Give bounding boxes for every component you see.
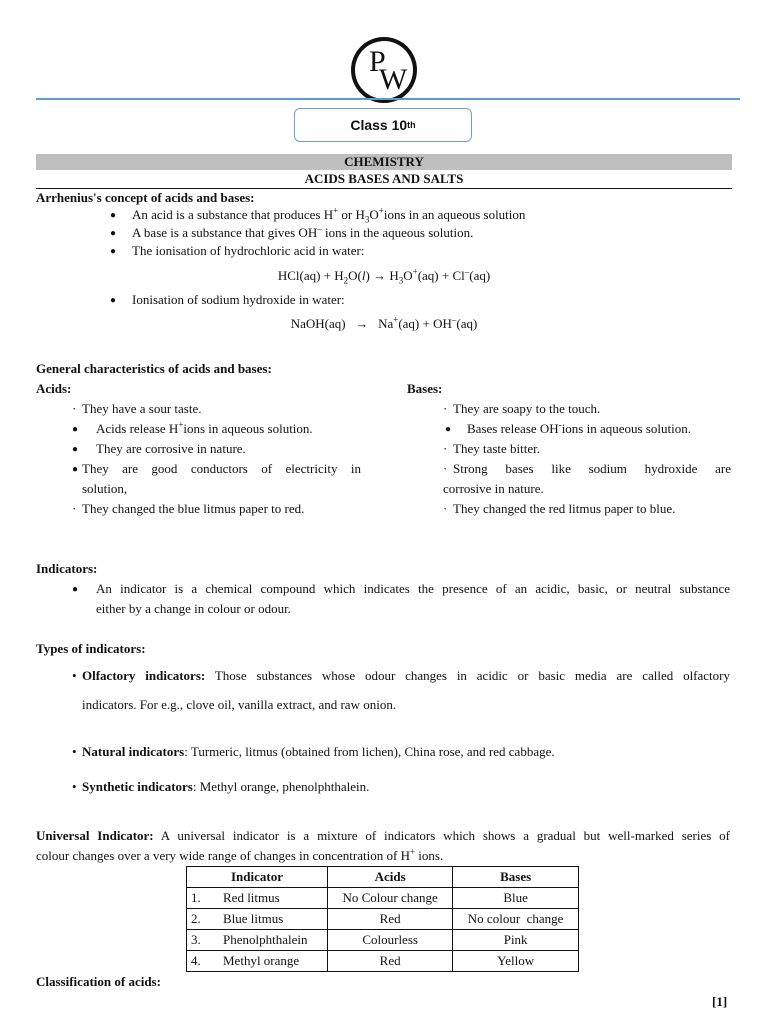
round-bullet-icon: ● (110, 210, 117, 221)
row-bases: No colour change (453, 909, 579, 930)
logo-letter-p: P (369, 45, 386, 78)
col-header-indicator: Indicator (187, 867, 328, 888)
class-badge: Class 10 th (294, 108, 472, 142)
table-row (187, 930, 579, 951)
acids-label: Acids: (36, 381, 72, 396)
base-strong-l1: Strong bases like sodium hydroxide are (453, 461, 731, 476)
class-label: Class 10 (350, 117, 408, 133)
table-row (187, 888, 579, 909)
row-number: 4. (187, 951, 220, 972)
dot-bullet-icon: · (72, 401, 77, 416)
row-acids: Red (328, 951, 453, 972)
header-divider (36, 98, 740, 100)
base-litmus: They changed the red litmus paper to blue. (453, 501, 676, 516)
row-acids: Colourless (328, 930, 453, 951)
round-bullet-icon: ● (110, 246, 117, 257)
acid-litmus: They changed the blue litmus paper to red. (82, 501, 305, 516)
small-bullet-icon: • (72, 779, 77, 794)
acid-corrosive: They are corrosive in nature. (96, 441, 246, 456)
arrhenius-hcl-intro: The ionisation of hydrochloric acid in water: (132, 243, 365, 258)
round-bullet-icon: ● (72, 424, 79, 435)
dot-bullet-icon: · (72, 501, 77, 516)
small-bullet-icon: • (72, 668, 77, 683)
round-bullet-icon: ● (445, 424, 452, 435)
page-number: [1] (712, 994, 728, 1009)
row-indicator: Phenolphthalein (219, 930, 328, 951)
row-indicator: Red litmus (219, 888, 328, 909)
general-heading: General characteristics of acids and bases: (36, 361, 272, 376)
naoh-equation: NaOH(aq) → Na+(aq) + OH–(aq) (290, 314, 478, 331)
small-bullet-icon: • (72, 744, 77, 759)
dot-bullet-icon: · (443, 461, 448, 476)
acid-sour-taste: They have a sour taste. (82, 401, 202, 416)
types-heading: Types of indicators: (36, 641, 146, 656)
row-indicator: Methyl orange (219, 951, 328, 972)
base-soapy: They are soapy to the touch. (453, 401, 601, 416)
universal-l2: colour changes over a very wide range of changes in concentration of H+ ions. (36, 846, 444, 863)
chapter-divider (36, 188, 732, 189)
round-bullet-icon: ● (72, 584, 79, 595)
col-header-acids: Acids (328, 867, 453, 888)
arrhenius-heading: Arrhenius's concept of acids and bases: (36, 190, 255, 205)
row-bases: Yellow (453, 951, 579, 972)
arrhenius-naoh-intro: Ionisation of sodium hydroxide in water: (132, 292, 345, 307)
classification-heading: Classification of acids: (36, 974, 161, 989)
row-bases: Pink (453, 930, 579, 951)
natural-indicators: Natural indicators: Turmeric, litmus (obtained from lichen), China rose, and red cabbage. (82, 744, 555, 759)
base-release-oh: Bases release OH-ions in aqueous solution. (467, 419, 691, 436)
table-row (187, 909, 579, 930)
base-strong-l2: corrosive in nature. (443, 481, 544, 496)
round-bullet-icon: ● (110, 228, 117, 239)
bases-label: Bases: (407, 381, 443, 396)
dot-bullet-icon: · (443, 501, 448, 516)
indicators-heading: Indicators: (36, 561, 98, 576)
arrhenius-acid-def: An acid is a substance that produces H+ or $H_3O^+ions$ in an aqueous solution (132, 205, 526, 225)
chapter-title: ACIDS BASES AND SALTS (304, 171, 464, 186)
row-indicator: Blue litmus (219, 909, 328, 930)
acid-release-h: Acids release H+ions in aqueous solution. (96, 419, 313, 436)
hcl-equation: $HCl(aq) + H_2O(l) \to H_3O^+(aq) + Cl^-(aq)$ (277, 266, 491, 286)
indicator-def-l1: An indicator is a chemical compound which indicates the presence of an acidic, basic, or neutral substance (96, 581, 730, 596)
table-header-row (187, 867, 579, 888)
round-bullet-icon: ● (110, 295, 117, 306)
col-header-bases: Bases (453, 867, 579, 888)
pw-logo (351, 37, 417, 103)
olfactory-l2: indicators. For e.g., clove oil, vanilla extract, and raw onion. (82, 697, 397, 712)
row-number: 2. (187, 909, 220, 930)
row-acids: No Colour change (328, 888, 453, 909)
logo-letter-w: W (379, 63, 408, 96)
synthetic-indicators: Synthetic indicators: Methyl orange, phenolphthalein. (82, 779, 370, 794)
base-bitter: They taste bitter. (453, 441, 541, 456)
dot-bullet-icon: · (443, 441, 448, 456)
indicator-def-l2: either by a change in colour or odour. (96, 601, 291, 616)
table-row (187, 951, 579, 972)
round-bullet-icon: ● (72, 444, 79, 455)
acid-conductors-l2: solution, (82, 481, 128, 496)
row-bases: Blue (453, 888, 579, 909)
acid-conductors-l1: They are good conductors of electricity in (82, 461, 361, 476)
subject-title: CHEMISTRY (344, 154, 424, 169)
universal-l1: Universal Indicator: A universal indicator is a mixture of indicators which shows a gradual but well-marked series of (36, 828, 730, 843)
row-number: 3. (187, 930, 220, 951)
row-acids: Red (328, 909, 453, 930)
arrhenius-base-def: A base is a substance that gives OH– ions in the aqueous solution. (132, 223, 474, 240)
dot-bullet-icon: · (443, 401, 448, 416)
row-number: 1. (187, 888, 220, 909)
olfactory-l1: Olfactory indicators: Those substances whose odour changes in acidic or basic media are called olfactory (82, 668, 730, 683)
round-bullet-icon: ● (72, 464, 79, 475)
indicator-table (186, 866, 579, 972)
